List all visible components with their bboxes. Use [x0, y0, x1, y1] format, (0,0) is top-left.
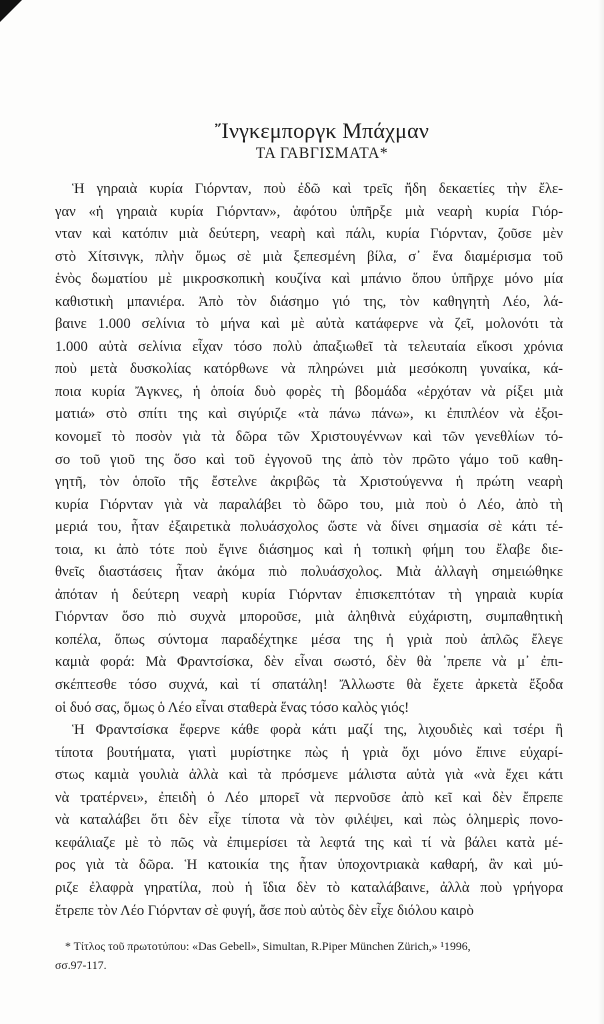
text-line: σο τοῦ γιοῦ της ὅσο καὶ τοῦ ἐγγονοῦ της ἀπὸ τὸν πρῶτο γάμο τοῦ καθη- [55, 451, 563, 468]
text-line: ματιά» στὸ σπίτι της καὶ σιγύριζε «τὰ πάνω πάνω», κι ἐπιπλέον νὰ ἐξοι- [55, 406, 563, 423]
text-line: κονομεῖ τὸ ποσὸν γιὰ τὰ δῶρα τῶν Χριστουγέννων καὶ τῶν γενεθλίων τό- [55, 429, 563, 446]
text-line: οἱ δυό σας, ὅμως ὁ Λέο εἶναι σταθερὰ ἕνας τόσο καλὸς γιός! [55, 699, 410, 716]
page-corner-mark [0, 0, 22, 22]
text-line: μεριά του, ἦταν ἐξαιρετικὰ πολυάσχολος ὥστε νὰ δίνει σημασία σὲ κάτι τέ- [55, 519, 563, 536]
text-line: σκέπτεσθε τόσο συχνά, καὶ τί σπατάλη! Ἄλλωστε θὰ ἔχετε ἀρκετὰ ἔξοδα [55, 677, 563, 694]
text-line: κυρία Γιόρνταν γιὰ νὰ παραλάβει τὸ δῶρο του, μιὰ ποὺ ὁ Λέο, ἀπὸ τὴ [55, 496, 563, 513]
footnote-line-1: * Τίτλος τοῦ πρωτοτύπου: «Das Gebell», Simultan, R.Piper München Zürich,» ¹1996, [65, 939, 471, 953]
text-line: βαινε 1.000 σελίνια τὸ μήνα καὶ μὲ αὐτὰ κατάφερνε νὰ ζεῖ, μολονότι τὰ [55, 316, 563, 333]
story-title: ΤΑ ΓΑΒΓΙΣΜΑΤΑ* [255, 145, 389, 162]
text-line: Γιόρνταν ὅσο πιὸ συχνὰ μποροῦσε, μιὰ ἀληθινὰ εὐχάριστη, συμπαθητικὴ [55, 609, 563, 626]
text-line: θνεῖς διαστάσεις ἦταν ἀκόμα πιὸ πολυάσχολος. Μιὰ ἀλλαγὴ σημειώθηκε [55, 564, 563, 581]
footnote-rule [55, 928, 165, 929]
text-line: νὰ καταλάβει ὅτι δὲν εἶχε τίποτα νὰ τὸν φιλέψει, καὶ πὼς ὁλημερὶς πονο- [55, 812, 563, 829]
text-line: καμιὰ φορά: Μὰ Φραντσίσκα, δὲν εἶναι σωστό, δὲν θὰ ᾽πρεπε νὰ μ᾽ ἐπι- [55, 654, 563, 671]
text-line: τοια, κι ἀπὸ τότε ποὺ ἔγινε διάσημος καὶ ἡ τοπικὴ φήμη του ἔλαβε διε- [55, 541, 563, 558]
text-line: στως καμιὰ γουλιὰ ἀλλὰ καὶ τὰ πρόσμενε μάλιστα αὐτὰ γιὰ «νὰ ἔχει κάτι [55, 767, 563, 784]
page-edge-shadow [598, 0, 604, 1024]
author-name: Ἴνγκεμποργκ Μπάχμαν [215, 118, 429, 143]
text-line: Ἡ γηραιὰ κυρία Γιόρνταν, ποὺ ἐδῶ καὶ τρεῖς ἤδη δεκαετίες τὴν ἔλε- [72, 181, 563, 197]
text-line: 1.000 αὐτὰ σελίνια εἶχαν τόσο πολὺ ἀπαξιωθεῖ τὰ τελευταία εἴκοσι χρόνια [55, 338, 563, 355]
text-line: ἔτρεπε τὸν Λέο Γιόρνταν σὲ φυγή, ἄσε ποὺ αὐτὸς δὲν εἶχε διόλου καιρὸ [55, 902, 474, 919]
text-line: νταν καὶ κατόπιν μιὰ δεύτερη, νεαρὴ καὶ πάλι, κυρία Γιόρνταν, ζοῦσε μὲν [55, 226, 563, 243]
text-line: τίποτα βουτήματα, γιατὶ μυρίστηκε πὼς ἡ γριὰ ὄχι μόνο ἔπινε εὐχαρί- [55, 744, 563, 761]
footnote-line-2: σσ.97-117. [55, 958, 107, 972]
text-line: ρος γιὰ τὰ δῶρα. Ἡ κατοικία της ἦταν ὑποχοντριακὰ καθαρή, ἂν καὶ μύ- [55, 857, 563, 874]
text-line: κεφάλιαζε μὲ τὸ πῶς νὰ ἐπιμερίσει τὰ λεφτά της καὶ τί νὰ βάλει κατὰ μέ- [55, 834, 563, 851]
text-line: νὰ τρατέρνει», ἐπειδὴ ὁ Λέο μπορεῖ νὰ περνοῦσε ἀπὸ κεῖ καὶ δὲν ἔπρεπε [55, 789, 563, 806]
paragraph-1 [55, 178, 563, 719]
text-line: στὸ Χίτσινγκ, πλὴν ὅμως σὲ μιὰ ξεπεσμένη βίλα, σ᾽ ἕνα διαμέρισμα τοῦ [55, 248, 563, 265]
paragraph-2 [55, 719, 563, 922]
text-line: ἀπόταν ἡ δεύτερη νεαρὴ κυρία Γιόρνταν ἐπισκεπτόταν τὴ γηραιὰ κυρία [55, 586, 563, 603]
text-line: ἑνὸς δωματίου μὲ μικροσκοπικὴ κουζίνα καὶ μπάνιο ὅπου ὑπῆρχε μόνο μία [55, 271, 563, 288]
story-header [0, 118, 604, 164]
text-line: ριζε ἐλαφρὰ γηρατίλα, ποὺ ἡ ἴδια δὲν τὸ καταλάβαινε, ἀλλὰ ποὺ γρήγορα [55, 879, 563, 896]
footnote [55, 937, 563, 975]
text-line: Ἡ Φραντσίσκα ἔφερνε κάθε φορὰ κάτι μαζί της, λιχουδιὲς καὶ τσέρι ἢ [72, 722, 563, 739]
text-line: κοπέλα, ὅπως σύντομα παραδέχτηκε μέσα της ἡ γριὰ ποὺ ἁπλῶς ἔλεγε [55, 631, 563, 648]
text-line: ποια κυρία Ἄγκνες, ἡ ὁποία δυὸ φορὲς τὴ βδομάδα «ἐρχόταν νὰ ρίξει μιὰ [55, 383, 563, 400]
text-line: γητῆ, τὸν ὁποῖο τῆς ἔστελνε ἀκριβῶς τὰ Χριστούγεννα ἡ πρώτη νεαρὴ [55, 474, 563, 491]
text-line: γαν «ἡ γηραιὰ κυρία Γιόρνταν», ἀφότου ὑπῆρξε μιὰ νεαρὴ κυρία Γιόρ- [55, 203, 563, 220]
text-line: ποὺ μετὰ δυσκολίας κατόρθωνε νὰ πληρώνει μιὰ μεσόκοπη γυναίκα, κά- [55, 361, 563, 378]
story-body [55, 178, 563, 922]
text-line: καθιστικὴ μπανιέρα. Ἀπὸ τὸν διάσημο γιό της, τὸν καθηγητὴ Λέο, λά- [55, 293, 563, 310]
